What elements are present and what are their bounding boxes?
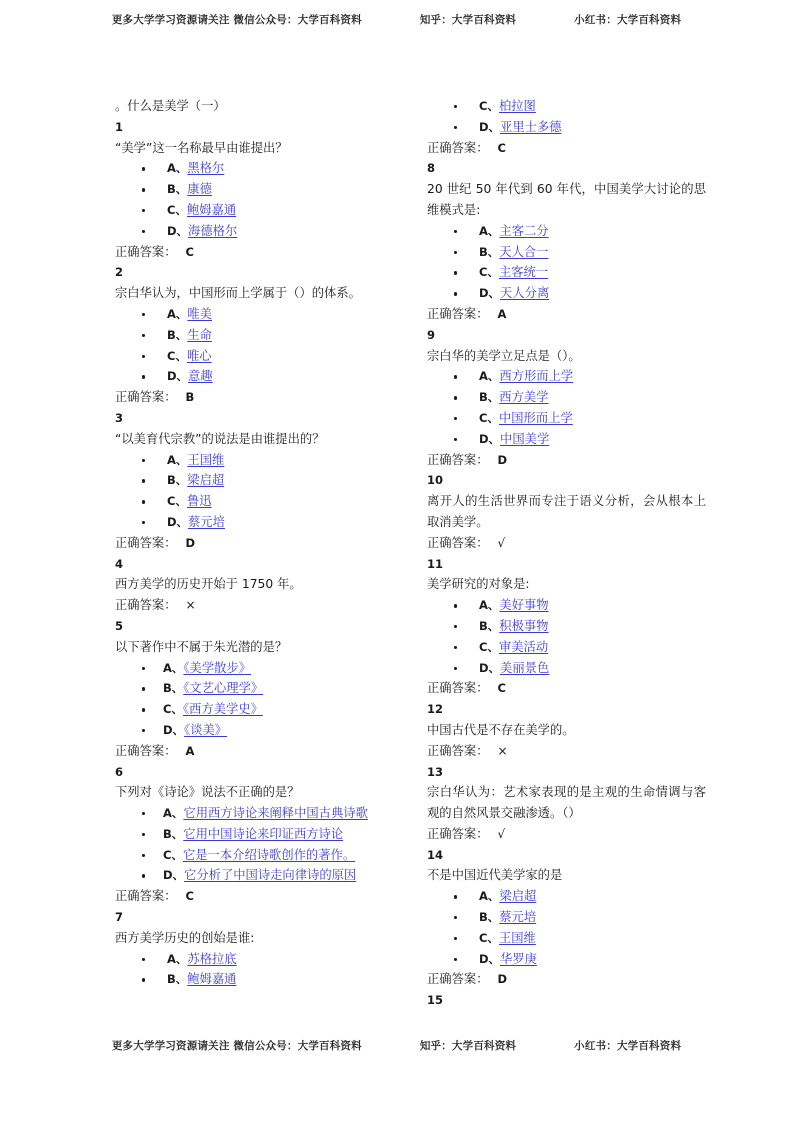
option-item[interactable]: [454, 408, 706, 429]
answer-line: [427, 138, 706, 159]
option-key: B、: [479, 618, 500, 633]
option-item[interactable]: [142, 845, 394, 866]
answer-line: [115, 387, 394, 408]
option-item[interactable]: [142, 179, 394, 200]
option-item[interactable]: [454, 907, 706, 928]
option-list: [115, 658, 394, 741]
option-list: [427, 886, 706, 969]
footer-wechat-text: 更多大学学习资源请关注 微信公众号：大学百科资料: [111, 1040, 362, 1052]
footer-zhihu-text: 知乎：大学百科资料: [419, 1040, 517, 1052]
option-item[interactable]: [142, 720, 394, 741]
option-item[interactable]: [454, 387, 706, 408]
option-text[interactable]: 《美学散步》: [183, 660, 252, 675]
option-list: [115, 949, 394, 991]
answer-label: 正确答案：: [427, 681, 489, 696]
option-key: A、: [163, 806, 184, 821]
option-text[interactable]: 审美活动: [498, 639, 549, 654]
option-text[interactable]: 它分析了中国诗走向律诗的原因: [184, 868, 357, 883]
option-text[interactable]: 积极事物: [499, 618, 549, 633]
answer-label: 正确答案：: [115, 598, 177, 613]
option-item[interactable]: [142, 865, 394, 886]
question-stem: 下列对《诗论》说法不正确的是？: [115, 785, 300, 800]
question-number: 12: [427, 702, 444, 717]
option-text[interactable]: 鲁迅: [186, 494, 212, 509]
option-list-continued: [427, 96, 706, 138]
option-text[interactable]: 蔡元培: [188, 514, 225, 529]
question-number: 4: [115, 556, 124, 571]
option-item[interactable]: [142, 304, 394, 325]
option-item[interactable]: [142, 200, 394, 221]
answer-label: 正确答案：: [427, 972, 489, 987]
answer-value: C: [497, 681, 506, 696]
answer-line: [427, 969, 706, 990]
option-key: A、: [479, 369, 500, 384]
option-item[interactable]: [454, 117, 706, 138]
option-text[interactable]: 海德格尔: [188, 223, 238, 238]
answer-label: 正确答案：: [115, 390, 177, 405]
option-text[interactable]: 《文艺心理学》: [183, 681, 264, 696]
option-text[interactable]: 华罗庚: [500, 951, 537, 966]
option-text[interactable]: 梁启超: [499, 889, 537, 904]
two-column-body: [115, 96, 705, 1021]
option-key: D、: [167, 369, 189, 384]
option-text[interactable]: 西方形而上学: [499, 369, 574, 384]
option-key: B、: [163, 826, 184, 841]
option-item[interactable]: [142, 158, 394, 179]
answer-line: [115, 741, 394, 762]
option-item[interactable]: [142, 470, 394, 491]
option-text[interactable]: 主客二分: [499, 223, 549, 238]
answer-label: 正确答案：: [427, 743, 489, 758]
option-key: B、: [167, 473, 188, 488]
question-stem: 西方美学的历史开始于 1750 年。: [115, 577, 302, 592]
option-item[interactable]: [142, 366, 394, 387]
answer-value: B: [185, 390, 195, 405]
option-key: C、: [479, 930, 499, 945]
answer-value: A: [185, 743, 195, 758]
answer-line: [427, 450, 706, 471]
option-item[interactable]: [454, 221, 706, 242]
option-list: [427, 221, 706, 304]
option-key: C、: [479, 265, 499, 280]
option-item[interactable]: [142, 512, 394, 533]
answer-line: [115, 533, 394, 554]
answer-line: [115, 242, 394, 263]
option-text[interactable]: 苏格拉底: [187, 951, 237, 966]
question-stem: “以美育代宗教”的说法是由谁提出的？: [115, 431, 325, 446]
option-text[interactable]: 中国形而上学: [498, 410, 573, 425]
option-text[interactable]: 美好事物: [499, 598, 549, 613]
footer-xiaohongshu-text: 小红书：大学百科资料: [574, 1040, 682, 1052]
answer-value: A: [497, 306, 507, 321]
question-stem: 宗白华认为，中国形而上学属于（）的体系。: [115, 286, 361, 301]
option-text[interactable]: 黑格尔: [187, 161, 225, 176]
option-text[interactable]: 王国维: [498, 930, 536, 945]
option-key: D、: [163, 722, 185, 737]
question-number: 8: [427, 161, 436, 176]
answer-label: 正确答案：: [115, 535, 177, 550]
option-item[interactable]: [142, 346, 394, 367]
option-key: C、: [167, 348, 187, 363]
option-text[interactable]: 唯心: [186, 348, 212, 363]
answer-line: [427, 304, 706, 325]
answer-line: [427, 678, 706, 699]
option-key: C、: [163, 847, 183, 862]
option-key: B、: [479, 244, 500, 259]
answer-label: 正确答案：: [115, 889, 177, 904]
option-key: D、: [479, 431, 501, 446]
question-number: 2: [115, 265, 124, 280]
option-key: A、: [479, 889, 500, 904]
option-text[interactable]: 鲍姆嘉通: [187, 972, 237, 987]
answer-value: C: [185, 889, 194, 904]
option-text[interactable]: 主客统一: [498, 265, 549, 280]
option-item[interactable]: [454, 637, 706, 658]
option-item[interactable]: [454, 886, 706, 907]
option-key: D、: [479, 286, 501, 301]
option-text[interactable]: 西方美学: [499, 390, 549, 405]
option-list: [427, 366, 706, 449]
option-item[interactable]: [142, 221, 394, 242]
section-heading: 。什么是美学（一）: [115, 99, 226, 113]
option-key: C、: [479, 639, 499, 654]
page-header: [0, 12, 793, 27]
option-item[interactable]: [142, 949, 394, 970]
option-list: [115, 450, 394, 533]
question-number: 5: [115, 618, 124, 633]
option-key: A、: [167, 951, 188, 966]
option-key: B、: [479, 390, 500, 405]
answer-line: [115, 595, 394, 616]
answer-value: √: [497, 535, 506, 550]
question-number: 11: [427, 556, 444, 571]
option-text[interactable]: 康德: [187, 182, 212, 197]
left-column: [115, 96, 394, 990]
answer-value: D: [185, 535, 196, 550]
option-text[interactable]: 蔡元培: [499, 910, 537, 925]
question-stem: 离开人的生活世界而专注于语义分析，会从根本上取消美学。: [427, 494, 706, 529]
option-item[interactable]: [454, 262, 706, 283]
question-stem: 西方美学历史的创始是谁:: [115, 930, 255, 945]
option-text[interactable]: 中国美学: [500, 431, 550, 446]
question-stem: 宗白华的美学立足点是（）。: [427, 348, 581, 363]
option-item[interactable]: [142, 450, 394, 471]
option-text[interactable]: 美丽景色: [500, 660, 550, 675]
option-list: [115, 803, 394, 886]
answer-label: 正确答案：: [427, 535, 489, 550]
answer-value: D: [497, 972, 508, 987]
answer-line: [115, 886, 394, 907]
question-stem: 中国古代是不存在美学的。: [427, 722, 575, 737]
option-text[interactable]: 鲍姆嘉通: [186, 202, 237, 217]
question-number: 14: [427, 847, 444, 862]
option-item[interactable]: [454, 949, 706, 970]
question-stem: 宗白华认为：艺术家表现的是主观的生命情调与客观的自然风景交融渗透。（）: [427, 785, 706, 821]
answer-label: 正确答案：: [427, 452, 489, 467]
option-text[interactable]: 柏拉图: [498, 99, 536, 113]
option-text[interactable]: 《西方美学史》: [182, 702, 263, 717]
option-text[interactable]: 生命: [187, 327, 212, 342]
question-stem: 不是中国近代美学家的是: [427, 868, 563, 883]
option-key: B、: [479, 910, 500, 925]
option-item[interactable]: [454, 616, 706, 637]
option-item[interactable]: [454, 366, 706, 387]
answer-label: 正确答案：: [115, 743, 177, 758]
header-xiaohongshu-text: 小红书：大学百科资料: [574, 14, 682, 26]
header-wechat-text: 更多大学学习资源请关注 微信公众号：大学百科资料: [111, 14, 362, 26]
right-column: [427, 96, 706, 1011]
option-text[interactable]: 《谈美》: [184, 722, 228, 737]
option-key: D、: [167, 514, 189, 529]
option-key: A、: [167, 452, 188, 467]
option-key: D、: [167, 223, 189, 238]
option-text[interactable]: 它用西方诗论来阐释中国古典诗歌: [183, 806, 368, 821]
option-key: C、: [479, 410, 499, 425]
answer-line: [427, 533, 706, 554]
option-key: A、: [167, 306, 188, 321]
option-item[interactable]: [142, 325, 394, 346]
question-number: 9: [427, 327, 436, 342]
option-item[interactable]: [142, 491, 394, 512]
option-text[interactable]: 梁启超: [187, 473, 225, 488]
option-item[interactable]: [454, 595, 706, 616]
question-number: 7: [115, 910, 124, 925]
option-key: B、: [163, 681, 184, 696]
option-key: D、: [163, 868, 185, 883]
option-key: B、: [167, 327, 188, 342]
option-text[interactable]: 它是一本介绍诗歌创作的著作。: [182, 847, 356, 862]
answer-value: ×: [497, 743, 508, 758]
option-item[interactable]: [454, 242, 706, 263]
option-key: C、: [163, 702, 183, 717]
option-item[interactable]: [454, 928, 706, 949]
page-footer: [0, 1038, 793, 1053]
option-key: C、: [479, 99, 499, 113]
option-item[interactable]: [454, 658, 706, 679]
option-key: B、: [167, 182, 188, 197]
option-text[interactable]: 王国维: [187, 452, 225, 467]
question-number: 15: [427, 993, 444, 1008]
question-stem: “美学”这一名称最早由谁提出？: [115, 140, 288, 155]
question-stem: 20 世纪 50 年代到 60 年代，中国美学大讨论的思维模式是:: [427, 182, 706, 217]
option-text[interactable]: 亚里士多德: [500, 119, 562, 134]
header-zhihu-text: 知乎：大学百科资料: [419, 14, 517, 26]
question-number: 3: [115, 410, 124, 425]
option-item[interactable]: [454, 283, 706, 304]
question-number: 13: [427, 764, 444, 779]
option-list: [427, 595, 706, 678]
option-item[interactable]: [142, 824, 394, 845]
question-stem: 以下著作中不属于朱光潜的是？: [115, 639, 288, 654]
answer-label: 正确答案：: [427, 140, 489, 155]
option-key: A、: [479, 223, 500, 238]
option-text[interactable]: 它用中国诗论来印证西方诗论: [183, 826, 344, 841]
option-text[interactable]: 天人合一: [499, 244, 549, 259]
option-key: C、: [167, 202, 187, 217]
option-text[interactable]: 意趣: [188, 369, 213, 384]
option-text[interactable]: 天人分离: [500, 286, 550, 301]
option-key: D、: [479, 119, 501, 134]
option-item[interactable]: [142, 803, 394, 824]
question-number: 1: [115, 119, 124, 134]
question-stem: 美学研究的对象是:: [427, 577, 530, 592]
option-key: B、: [167, 972, 188, 987]
answer-value: C: [497, 140, 506, 155]
answer-line: [427, 741, 706, 762]
answer-label: 正确答案：: [115, 244, 177, 259]
option-item[interactable]: [454, 96, 706, 117]
option-key: A、: [167, 161, 188, 176]
answer-value: ×: [185, 598, 196, 613]
question-number: 10: [427, 473, 444, 488]
option-item[interactable]: [142, 658, 394, 679]
answer-value: D: [497, 452, 508, 467]
answer-value: √: [497, 826, 506, 841]
answer-line: [427, 824, 706, 845]
option-text[interactable]: 唯美: [187, 306, 213, 321]
question-number: 6: [115, 764, 124, 779]
option-list: [115, 304, 394, 387]
option-item[interactable]: [142, 699, 394, 720]
option-item[interactable]: [142, 969, 394, 990]
option-key: C、: [167, 494, 187, 509]
answer-label: 正确答案：: [427, 306, 489, 321]
option-item[interactable]: [454, 429, 706, 450]
option-key: A、: [479, 598, 500, 613]
answer-value: C: [185, 244, 194, 259]
answer-label: 正确答案：: [427, 826, 489, 841]
option-item[interactable]: [142, 678, 394, 699]
option-key: D、: [479, 660, 501, 675]
option-list: [115, 158, 394, 241]
option-key: D、: [479, 951, 501, 966]
option-key: A、: [163, 660, 184, 675]
